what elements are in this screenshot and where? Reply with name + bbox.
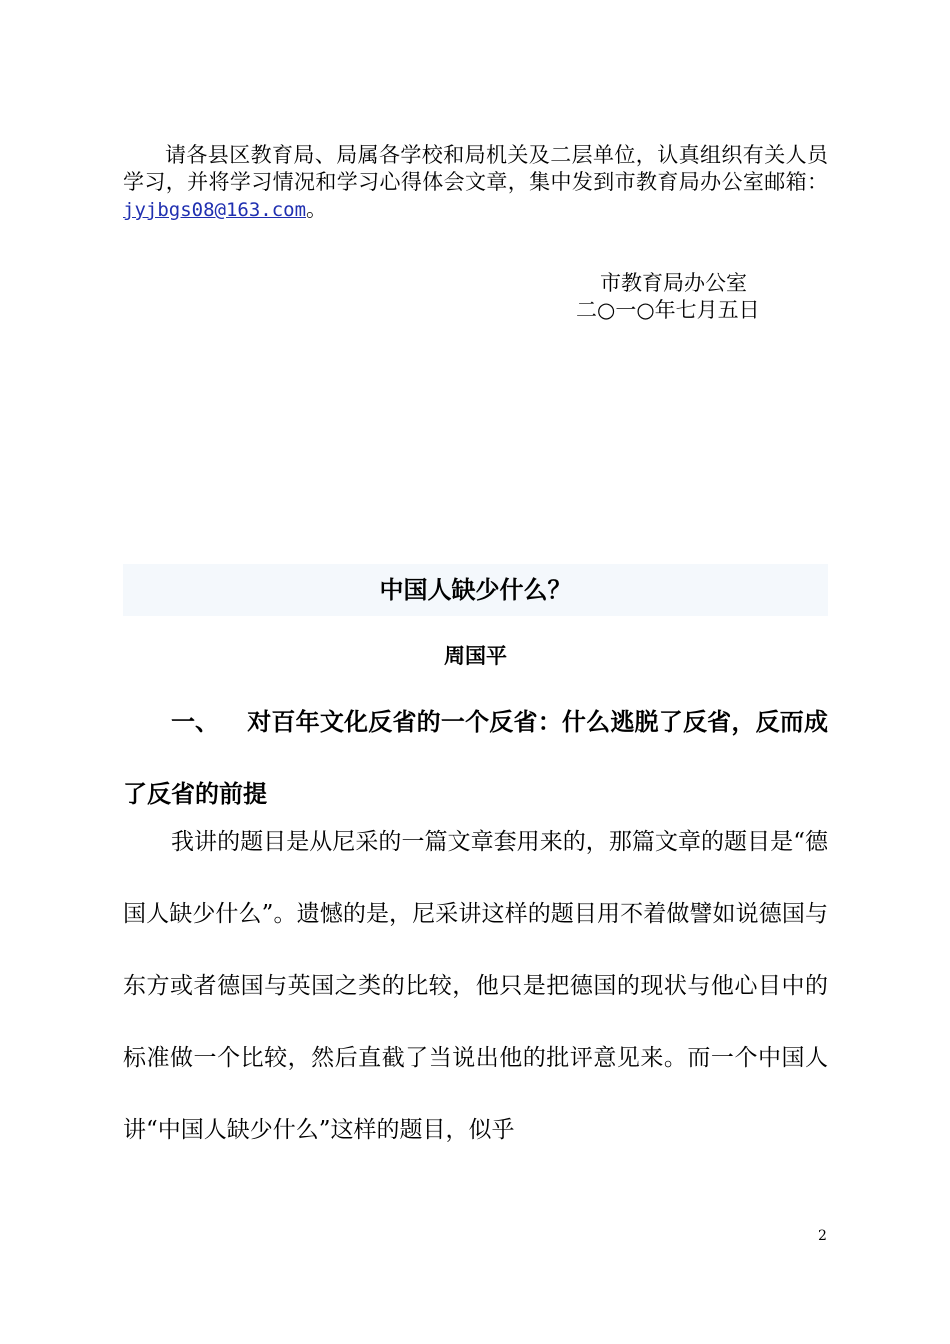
notice-paragraph — [123, 142, 828, 224]
signature-office: 市教育局办公室 — [600, 271, 747, 295]
notice-text-end: 。 — [306, 197, 328, 221]
body-paragraph: 我讲的题目是从尼采的一篇文章套用来的，那篇文章的题目是“德国人缺少什么”。遗憾的是，尼采讲这样的题目用不着做譬如说德国与东方或者德国与英国之类的比较，他只是把德国的现状与他心目中的标准做一个比较，然后直截了当说出他的批评意见来。而一个中国人讲“中国人缺少什么”这样的题目，似乎 — [123, 829, 828, 1143]
page-number: 2 — [818, 1228, 827, 1244]
section-title: 对百年文化反省的一个反省：什么逃脱了反省，反而成了反省的前提 — [123, 707, 828, 808]
article-author: 周国平 — [444, 643, 507, 668]
article-title: 中国人缺少什么？ — [379, 576, 572, 604]
section-number: 一、 — [171, 707, 219, 736]
notice-text: 请各县区教育局、局属各学校和局机关及二层单位，认真组织有关人员学习，并将学习情况和学习心得体会文章，集中发到市教育局办公室邮箱： — [123, 143, 828, 194]
email-link[interactable]: jyjbgs08@163.com — [123, 199, 307, 221]
signature-date: 二○一○年七月五日 — [576, 298, 760, 322]
